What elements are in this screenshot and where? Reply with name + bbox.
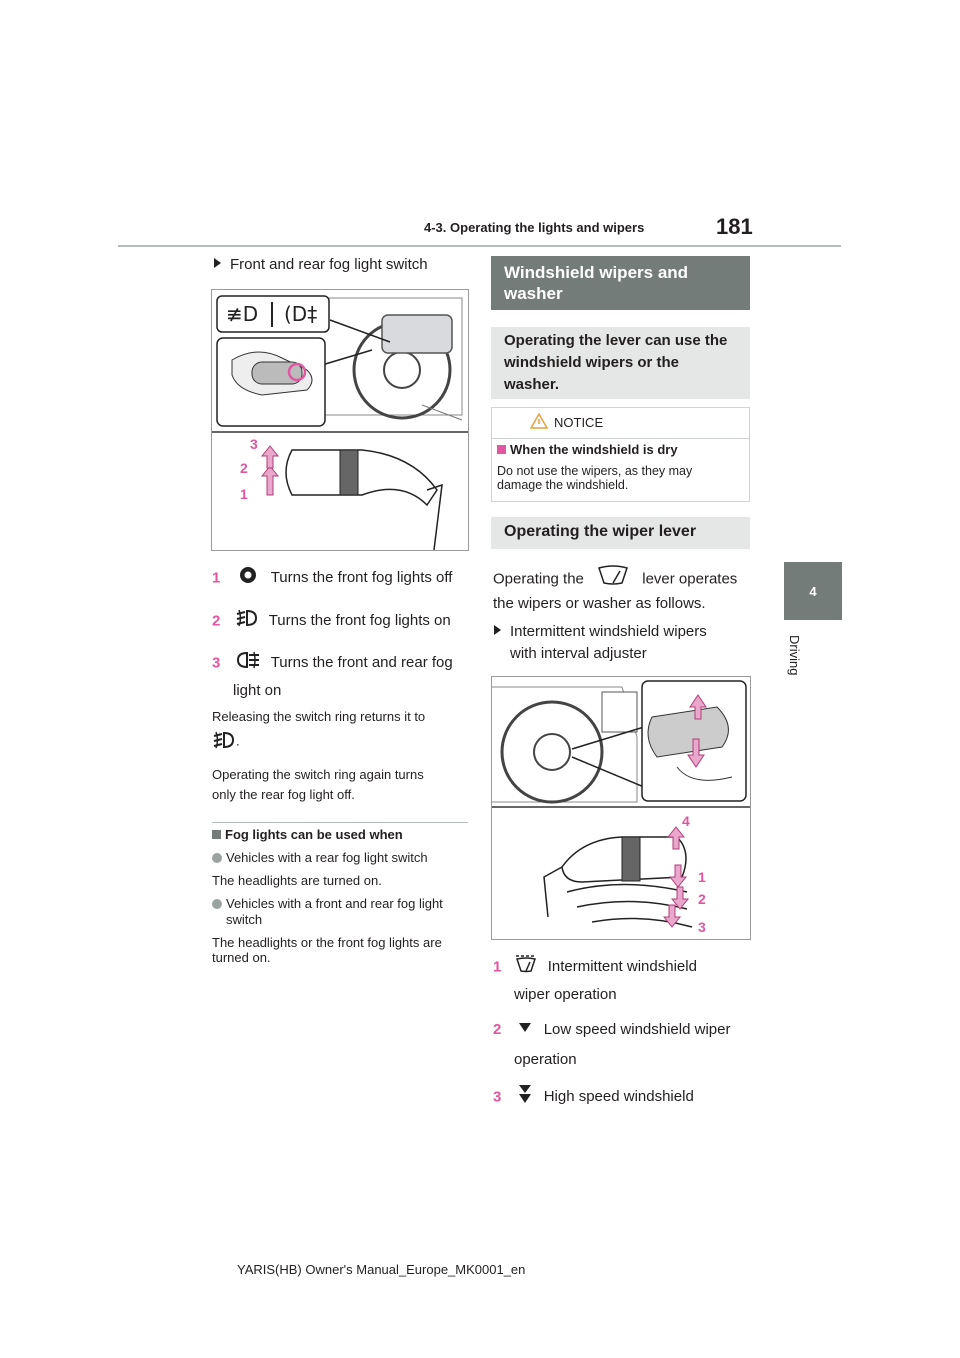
rear-fog-icon: [235, 650, 261, 677]
fog-switch-illustration: [212, 290, 468, 550]
bullet-2-cont: switch: [226, 912, 263, 927]
header-rule: [118, 245, 841, 247]
square-bullet-icon: [497, 445, 506, 454]
triangle-bullet-icon: [214, 258, 221, 268]
text-1: The headlights are turned on.: [212, 873, 382, 888]
notice-box: [491, 407, 750, 502]
high-speed-icon: [518, 1084, 532, 1111]
fig2-label-4: 4: [682, 813, 690, 829]
release-text: Releasing the switch ring returns it to: [212, 709, 426, 724]
op-text-1: Operating the lever operates: [493, 565, 737, 594]
chapter-tab: 4: [784, 562, 842, 620]
triangle-bullet-icon: [494, 625, 501, 635]
wiper-item-1: 1 Intermittent windshield: [493, 954, 697, 981]
interval-heading: Intermittent windshield wipers: [494, 621, 707, 643]
interval-heading-cont: with interval adjuster: [510, 645, 647, 662]
footer-text: YARIS(HB) Owner's Manual_Europe_MK0001_en: [237, 1262, 526, 1277]
divider: [212, 822, 468, 823]
wiper-icon: [596, 565, 630, 594]
front-fog-icon: [235, 608, 259, 635]
notice-header: [492, 408, 749, 439]
fig1-label-2: 2: [240, 460, 248, 476]
intermittent-wiper-icon: [514, 954, 538, 981]
op-text-2: the wipers or washer as follows.: [493, 595, 706, 612]
notice-subhead: When the windshield is dry: [497, 442, 678, 457]
svg-text:(D‡: (D‡: [284, 302, 318, 326]
wiper-item-2: 2 Low speed windshield wiper: [493, 1019, 730, 1041]
round-bullet-icon: [212, 853, 222, 863]
wiper-lever-illustration: [492, 677, 750, 939]
warning-triangle-icon: [530, 413, 548, 434]
fog-off-icon: [239, 566, 259, 591]
text-2b: turned on.: [212, 950, 271, 965]
wiper-intro: Operating the lever can use the windshield wipers or the washer.: [491, 327, 750, 399]
wiper-item-1-cont: wiper operation: [514, 986, 617, 1003]
fig1-label-3: 3: [250, 436, 258, 452]
wiper-lever-figure: [491, 676, 751, 940]
fog-switch-heading: Front and rear fog light switch: [214, 254, 428, 276]
again-text-1: Operating the switch ring again turns: [212, 767, 424, 782]
fig2-label-1: 1: [698, 869, 706, 885]
bullet-1: Vehicles with a rear fog light switch: [212, 849, 428, 866]
notice-title: NOTICE: [554, 415, 604, 430]
page-number: 181: [716, 214, 753, 239]
bullet-2: Vehicles with a front and rear fog light: [212, 895, 443, 912]
front-fog-icon: [212, 730, 236, 754]
release-text-icon-line: .: [212, 730, 240, 754]
fig2-label-3: 3: [698, 919, 706, 935]
wiper-item-3: 3 High speed windshield: [493, 1084, 694, 1111]
again-text-2: only the rear fog light off.: [212, 787, 355, 802]
fig2-label-2: 2: [698, 891, 706, 907]
text-2a: The headlights or the front fog lights are: [212, 935, 442, 950]
round-bullet-icon: [212, 899, 222, 909]
notice-text: Do not use the wipers, as they may damage the windshield.: [497, 464, 693, 492]
fog-item-3-cont: light on: [233, 682, 282, 699]
low-speed-icon: [518, 1019, 532, 1041]
wiper-item-2-cont: operation: [514, 1051, 577, 1068]
chapter-name: Driving: [787, 635, 802, 676]
fog-switch-figure: [211, 289, 469, 551]
fog-item-2: 2 Turns the front fog lights on: [212, 608, 451, 635]
fog-item-1: 1 Turns the front fog lights off: [212, 566, 452, 591]
wipers-washer-heading: Windshield wipers and washer: [491, 256, 750, 310]
section-title: 4-3. Operating the lights and wipers: [424, 220, 645, 235]
wiper-lever-heading: Operating the wiper lever: [491, 517, 750, 549]
square-bullet-icon: [212, 830, 221, 839]
fog-item-3: 3 Turns the front and rear fog: [212, 650, 453, 677]
fog-can-heading: Fog lights can be used when: [212, 827, 403, 842]
fig1-label-1: 1: [240, 486, 248, 502]
svg-text:≢D: ≢D: [226, 302, 259, 326]
